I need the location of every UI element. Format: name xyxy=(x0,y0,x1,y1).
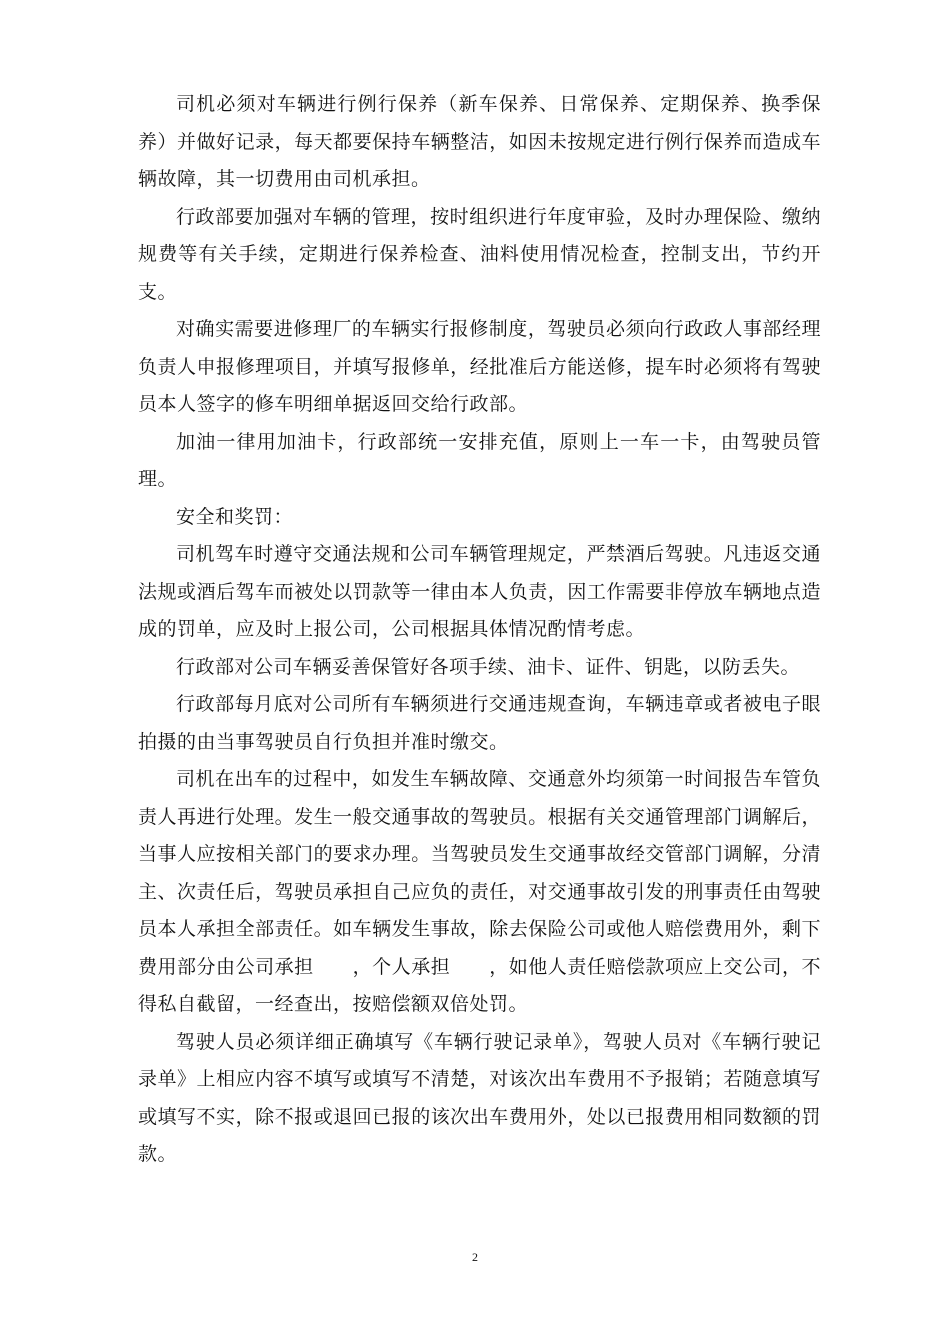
paragraph-vehicle-maintenance: 司机必须对车辆进行例行保养（新车保养、日常保养、定期保养、换季保养）并做好记录，每天都要保持车辆整洁，如因未按规定进行例行保养而造成车辆故障，其一切费用由司机承担。 xyxy=(138,93,821,190)
paragraph-admin-management: 行政部要加强对车辆的管理，按时组织进行年度审验，及时办理保险、缴纳规费等有关手续，定期进行保养检查、油料使用情况检查，控制支出，节约开支。 xyxy=(138,205,821,303)
paragraph-violation-query: 行政部每月底对公司所有车辆须进行交通违规查询，车辆违章或者被电子眼拍摄的由当事驾驶员自行负担并准时缴交。 xyxy=(138,693,821,753)
paragraph-keys-documents: 行政部对公司车辆妥善保管好各项手续、油卡、证件、钥匙，以防丢失。 xyxy=(176,655,801,678)
page-number: 2 xyxy=(472,1250,478,1264)
paragraph-fuel-card: 加油一律用加油卡，行政部统一安排充值，原则上一车一卡，由驾驶员管理。 xyxy=(138,430,821,490)
paragraph-accident-handling: 司机在出车的过程中，如发生车辆故障、交通意外均须第一时间报告车管负责人再进行处理。发生一般交通事故的驾驶员。根据有关交通管理部门调解后，当事人应按相关部门的要求办理。当驾驶员发生交通事故经交管部门调解，分清主、次责任后，驾驶员承担自己应负的责任，对交通事故引发的刑事责任由驾驶员本人承担全部责任。如车辆发生事故，除去保险公司或他人赔偿费用外，剩下费用部分由公司承担 ，个人承担 ，如他人责任赔偿款项应上交公司，不得私自截留，一经查出，按赔偿额双倍处罚。 xyxy=(138,768,821,1015)
section-heading-safety: 安全和奖罚： xyxy=(176,505,294,528)
paragraph-driving-log: 驾驶人员必须详细正确填写《车辆行驶记录单》，驾驶人员对《车辆行驶记录单》上相应内容不填写或填写不清楚，对该次出车费用不予报销；若随意填写或填写不实，除不报或退回已报的该次出车费用外，处以已报费用相同数额的罚款。 xyxy=(138,1030,821,1165)
paragraph-repair-system: 对确实需要进修理厂的车辆实行报修制度，驾驶员必须向行政政人事部经理负责人申报修理项目，并填写报修单，经批准后方能送修，提车时必须将有驾驶员本人签字的修车明细单据返回交给行政部。 xyxy=(138,318,821,415)
paragraph-traffic-rules: 司机驾车时遵守交通法规和公司车辆管理规定，严禁酒后驾驶。凡违返交通法规或酒后驾车而被处以罚款等一律由本人负责，因工作需要非停放车辆地点造成的罚单，应及时上报公司，公司根据具体情况酌情考虑。 xyxy=(138,543,821,640)
document-body xyxy=(138,86,821,1174)
